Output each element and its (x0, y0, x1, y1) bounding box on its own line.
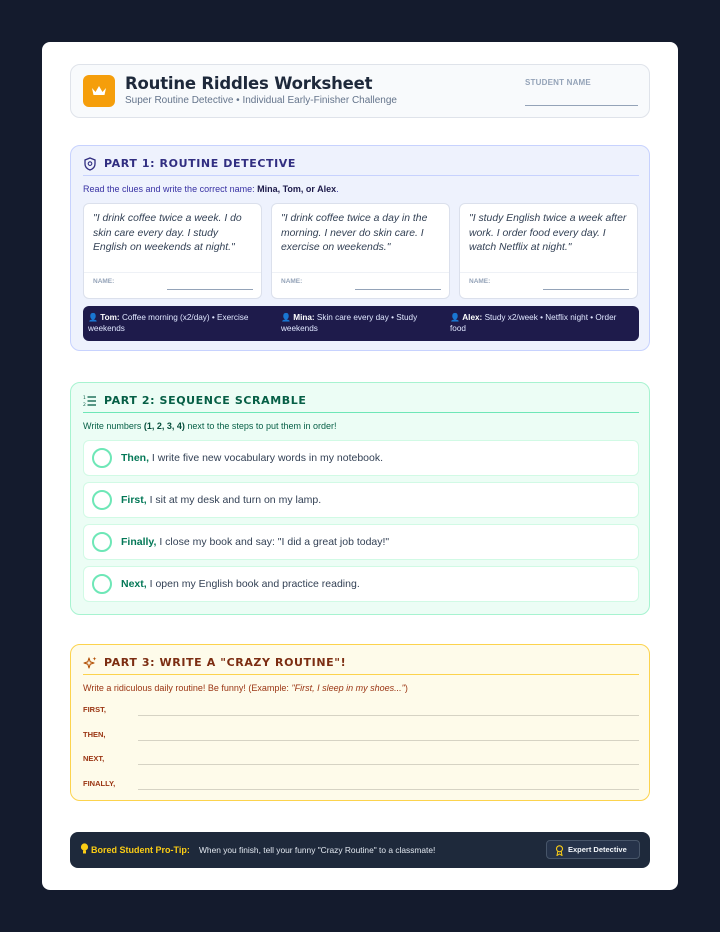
routine-line-label: FINALLY, (83, 779, 116, 788)
key-item-alex: 👤 Alex: Study x2/week • Netflix night • Order food (450, 313, 617, 333)
part1-instruction: Read the clues and write the correct name: Mina, Tom, or Alex. (83, 184, 339, 194)
sequence-step (83, 524, 639, 560)
badge-label: Expert Detective (568, 845, 627, 854)
name-label: NAME: (281, 278, 303, 285)
svg-text:1: 1 (83, 396, 86, 401)
sparkles-icon (83, 656, 97, 670)
step-text: Then, I write five new vocabulary words in my notebook. (121, 452, 384, 464)
page-title: Routine Riddles Worksheet (125, 74, 373, 93)
part3-title: PART 3: WRITE A "CRAZY ROUTINE"! (104, 656, 347, 669)
part1-section (70, 145, 650, 351)
number-input-circle[interactable] (92, 448, 112, 468)
part2-instruction: Write numbers (1, 2, 3, 4) next to the steps to put them in order! (83, 421, 337, 431)
list-icon (83, 394, 97, 408)
tip-label: Bored Student Pro-Tip: (91, 845, 190, 855)
routine-write-line[interactable] (138, 764, 639, 765)
part2-title: PART 2: SEQUENCE SCRAMBLE (104, 394, 307, 407)
lightbulb-icon (80, 843, 89, 855)
svg-text:2: 2 (83, 403, 86, 408)
award-icon (555, 845, 564, 856)
clue-card (83, 203, 262, 299)
routine-write-line[interactable] (138, 715, 639, 716)
divider (83, 175, 639, 176)
number-input-circle[interactable] (92, 532, 112, 552)
name-answer-field[interactable] (543, 289, 629, 290)
part2-section (70, 382, 650, 615)
answer-key-bar (83, 306, 639, 341)
divider (83, 412, 639, 413)
routine-write-line[interactable] (138, 740, 639, 741)
person-icon: 👤 (88, 313, 98, 322)
tip-text: When you finish, tell your funny "Crazy Routine" to a classmate! (199, 845, 436, 855)
part3-instruction: Write a ridiculous daily routine! Be funny! (Example: "First, I sleep in my shoes...") (83, 683, 408, 693)
worksheet-page (42, 42, 678, 890)
routine-write-line[interactable] (138, 789, 639, 790)
step-text: First, I sit at my desk and turn on my lamp. (121, 494, 322, 506)
clue-quote: "I drink coffee twice a week. I do skin care every day. I study English on weekends at night." (93, 213, 242, 253)
routine-line-label: FIRST, (83, 705, 106, 714)
clue-quote: "I study English twice a week after work. I order food every day. I watch Netflix at night." (469, 213, 627, 253)
sequence-step (83, 566, 639, 602)
clue-card (271, 203, 450, 299)
part3-section (70, 644, 650, 801)
clue-card (459, 203, 638, 299)
name-label: NAME: (93, 278, 115, 285)
name-answer-field[interactable] (355, 289, 441, 290)
routine-line-label: NEXT, (83, 754, 105, 763)
pro-tip-bar (70, 832, 650, 868)
divider (83, 674, 639, 675)
number-input-circle[interactable] (92, 490, 112, 510)
shield-icon (83, 157, 97, 171)
key-item-tom: 👤 Tom: Coffee morning (x2/day) • Exercise weekends (88, 313, 249, 333)
person-icon: 👤 (450, 313, 460, 322)
clue-quote: "I drink coffee twice a day in the morning. I never do skin care. I exercise on weekends." (281, 213, 428, 253)
step-text: Finally, I close my book and say: "I did a great job today!" (121, 536, 390, 548)
person-icon: 👤 (281, 313, 291, 322)
part1-title: PART 1: ROUTINE DETECTIVE (104, 157, 297, 170)
worksheet-header (70, 64, 650, 118)
name-label: NAME: (469, 278, 491, 285)
expert-detective-badge (546, 840, 640, 859)
routine-line-label: THEN, (83, 730, 106, 739)
sequence-step (83, 440, 639, 476)
page-subtitle: Super Routine Detective • Individual Early-Finisher Challenge (125, 95, 397, 106)
step-text: Next, I open my English book and practice reading. (121, 578, 360, 590)
student-name-field[interactable] (525, 105, 638, 106)
key-item-mina: 👤 Mina: Skin care every day • Study weekends (281, 313, 418, 333)
student-name-label: STUDENT NAME (525, 78, 591, 87)
crown-icon (83, 75, 115, 107)
sequence-step (83, 482, 639, 518)
number-input-circle[interactable] (92, 574, 112, 594)
name-answer-field[interactable] (167, 289, 253, 290)
